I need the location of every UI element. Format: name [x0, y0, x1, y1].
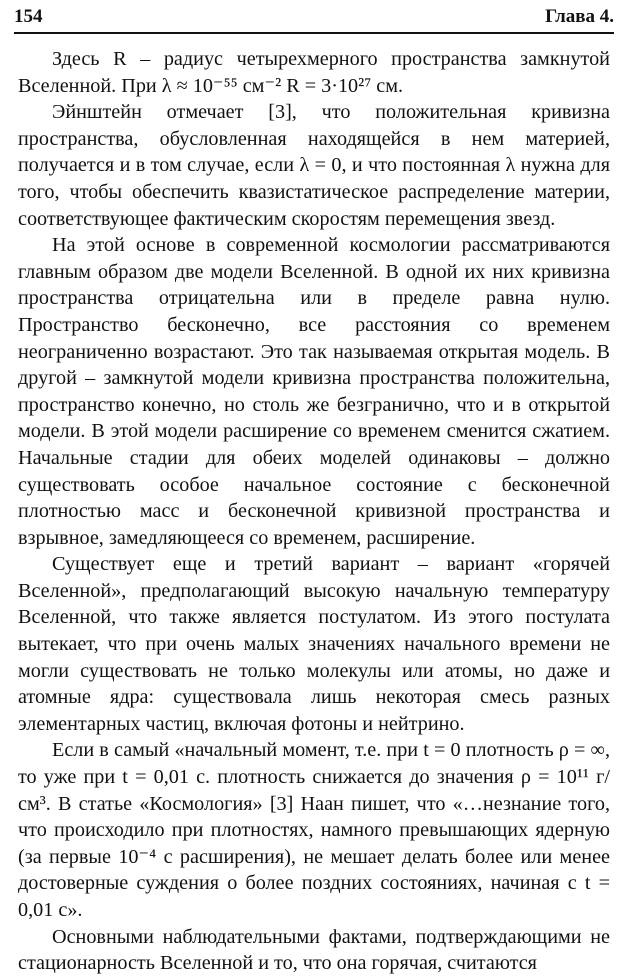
paragraph-4: Существует еще и третий вариант – вариант «горячей Вселенной», предполагающий высокую начальную температуру Вселенной, что также является постулатом. Из этого постулата вытекает, что при очень малых значениях начального времени не могли существовать не только молекулы или атомы, но даже и атомные ядра: существовала лишь некоторая смесь разных элементарных частиц, включая фотоны и нейтрино.: [18, 553, 610, 735]
page-number: 154: [14, 6, 43, 27]
paragraph-3: На этой основе в современной космологии рассматриваются главным образом две модели Вселенной. В одной их них кривизна пространства отрицательна или в пределе равна нулю. Пространство бесконечно, все расстояния со временем неограниченно возрастают. Это так называемая открытая модель. В другой – замкнутой модели кривизна пространства положительна, пространство конечно, но столь же безгранично, что и в открытой модели. В этой модели расширение со временем сменится сжатием. Начальные стадии для обеих моделей одинаковы – должно существовать особое начальное состояние с бесконечной плотностью масс и бесконечной кривизной пространства и взрывное, замедляющееся со временем, расширение.: [18, 234, 610, 549]
running-header: [14, 6, 614, 32]
page-body: [18, 46, 610, 977]
paragraph-5: Если в самый «начальный момент, т.е. при t = 0 плотность ρ = ∞, то уже при t = 0,01 с. плотность снижается до значения ρ = 10¹¹ г/см³. В статье «Космология» [3] Наан пишет, что «…незнание того, что происходило при плотностях, намного превышающих ядерную (за первые 10⁻⁴ с расширения), не мешает делать более или менее достоверные суждения о более поздних состояниях, начиная с t = 0,01 с».: [18, 739, 610, 921]
chapter-title: Глава 4.: [545, 6, 614, 27]
header-rule: [14, 32, 614, 34]
paragraph-6: Основными наблюдательными фактами, подтверждающими не стационарность Вселенной и то, что она горячая, считаются: [18, 925, 610, 975]
paragraph-2: Эйнштейн отмечает [3], что положительная кривизна пространства, обусловленная находящейся в нем материей, получается и в том случае, если λ = 0, и что постоянная λ нужна для того, чтобы обеспечить квазистатическое распределение материи, соответствующее фактическим скоростям перемещения звезд.: [18, 101, 610, 230]
paragraph-1: Здесь R – радиус четырехмерного пространства замкнутой Вселенной. При λ ≈ 10⁻⁵⁵ см⁻² R = 3·10²⁷ см.: [18, 48, 610, 97]
